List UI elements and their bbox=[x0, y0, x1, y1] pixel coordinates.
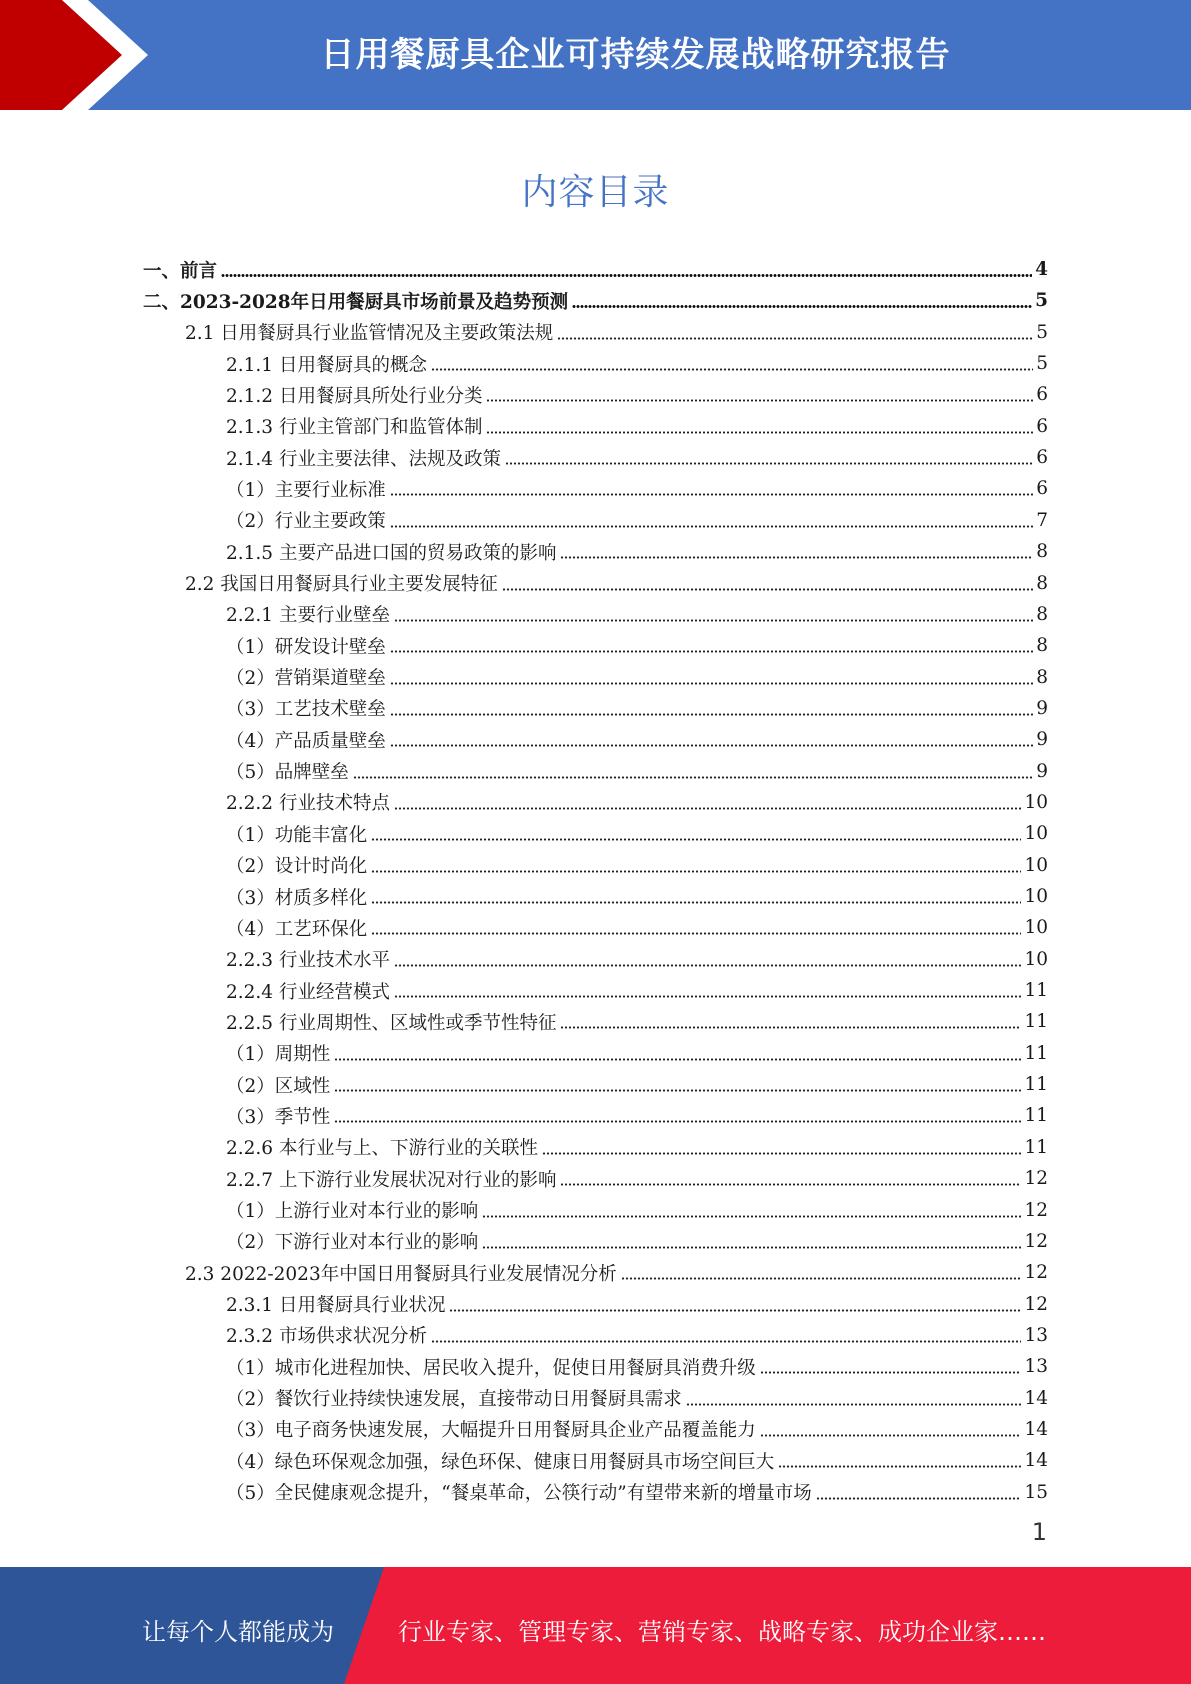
toc-dot-leader bbox=[560, 1183, 1021, 1186]
toc-entry-title: （3）工艺技术壁垒 bbox=[226, 699, 386, 721]
toc-dot-leader bbox=[557, 337, 1033, 340]
toc-entry[interactable] bbox=[0, 473, 1191, 504]
toc-entry-title: 2.3.2 市场供求状况分析 bbox=[226, 1326, 427, 1348]
toc-dot-leader bbox=[760, 1371, 1022, 1374]
toc-entry-title: 2.3 2022-2023年中国日用餐厨具行业发展情况分析 bbox=[185, 1263, 617, 1285]
toc-dot-leader bbox=[778, 1465, 1021, 1468]
toc-entry-title: （1）周期性 bbox=[226, 1044, 331, 1066]
toc-entry[interactable] bbox=[0, 1320, 1191, 1351]
toc-entry[interactable] bbox=[0, 850, 1191, 881]
toc-entry-title: （1）主要行业标准 bbox=[226, 479, 386, 501]
toc-entry-title: 2.2.4 行业经营模式 bbox=[226, 981, 390, 1003]
toc-dot-leader bbox=[390, 525, 1033, 528]
toc-entry[interactable] bbox=[0, 630, 1191, 661]
toc-dot-leader bbox=[760, 1434, 1022, 1437]
toc-entry-title: （4）工艺环保化 bbox=[226, 918, 368, 940]
toc-dot-leader bbox=[621, 1277, 1022, 1280]
toc-entry[interactable] bbox=[0, 1006, 1191, 1037]
footer-banner bbox=[0, 1567, 1191, 1684]
toc-entry-title: 2.1.5 主要产品进口国的贸易政策的影响 bbox=[226, 542, 557, 564]
toc-entry-page: 11 bbox=[1024, 1011, 1048, 1033]
toc-entry[interactable] bbox=[0, 912, 1191, 943]
toc-entry-page: 10 bbox=[1024, 854, 1048, 876]
toc-entry[interactable] bbox=[0, 505, 1191, 536]
toc-entry-page: 7 bbox=[1036, 509, 1048, 531]
toc-entry[interactable] bbox=[0, 693, 1191, 724]
toc-entry-title: （2）餐饮行业持续快速发展，直接带动日用餐厨具需求 bbox=[226, 1389, 682, 1411]
toc-entry-title: 2.1.1 日用餐厨具的概念 bbox=[226, 354, 427, 376]
toc-entry-page: 11 bbox=[1024, 1136, 1048, 1158]
toc-entry-page: 10 bbox=[1024, 791, 1048, 813]
toc-dot-leader bbox=[560, 1026, 1021, 1029]
toc-entry-page: 15 bbox=[1024, 1481, 1048, 1503]
toc-dot-leader bbox=[542, 1152, 1021, 1155]
toc-dot-leader bbox=[394, 619, 1033, 622]
toc-entry-page: 11 bbox=[1024, 1042, 1048, 1064]
toc-dot-leader bbox=[560, 556, 1033, 559]
toc-dot-leader bbox=[394, 964, 1021, 967]
toc-entry-title: （2）行业主要政策 bbox=[226, 511, 386, 533]
report-title: 日用餐厨具企业可持续发展战略研究报告 bbox=[320, 35, 951, 75]
toc-entry-page: 10 bbox=[1024, 948, 1048, 970]
toc-entry[interactable] bbox=[0, 724, 1191, 755]
header-banner bbox=[0, 0, 1191, 110]
toc-dot-leader bbox=[505, 462, 1033, 465]
toc-entry[interactable] bbox=[0, 568, 1191, 599]
toc-entry-title: 2.1.4 行业主要法律、法规及政策 bbox=[226, 448, 501, 470]
toc-dot-leader bbox=[431, 368, 1033, 371]
toc-dot-leader bbox=[221, 274, 1032, 277]
toc-dot-leader bbox=[371, 901, 1021, 904]
toc-dot-leader bbox=[449, 1309, 1021, 1312]
toc-entry-title: （3）电子商务快速发展，大幅提升日用餐厨具企业产品覆盖能力 bbox=[226, 1420, 756, 1442]
toc-entry-page: 6 bbox=[1036, 415, 1048, 437]
toc-entry[interactable] bbox=[0, 1257, 1191, 1288]
toc-entry-page: 12 bbox=[1024, 1168, 1048, 1190]
toc-entry[interactable] bbox=[0, 1289, 1191, 1320]
toc-dot-leader bbox=[353, 776, 1033, 779]
toc-entry-page: 6 bbox=[1036, 384, 1048, 406]
toc-dot-leader bbox=[486, 431, 1033, 434]
footer-slogan-left: 让每个人都能成为 bbox=[142, 1618, 334, 1646]
toc-dot-leader bbox=[334, 1058, 1021, 1061]
toc-entry-title: 二、2023-2028年日用餐厨具市场前景及趋势预测 bbox=[143, 291, 569, 313]
toc-entry[interactable] bbox=[0, 1383, 1191, 1414]
toc-entry-title: （1）研发设计壁垒 bbox=[226, 636, 386, 658]
toc-dot-leader bbox=[390, 493, 1033, 496]
toc-entry[interactable] bbox=[0, 317, 1191, 348]
toc-dot-leader bbox=[371, 870, 1021, 873]
toc-entry[interactable] bbox=[0, 254, 1191, 285]
toc-entry-page: 4 bbox=[1035, 259, 1048, 280]
toc-entry-title: （2）营销渠道壁垒 bbox=[226, 668, 386, 690]
toc-entry-page: 9 bbox=[1036, 697, 1048, 719]
toc-entry-page: 13 bbox=[1024, 1356, 1048, 1378]
toc-entry-page: 6 bbox=[1036, 478, 1048, 500]
toc-entry-title: （3）材质多样化 bbox=[226, 887, 368, 909]
toc-dot-leader bbox=[390, 744, 1033, 747]
toc-dot-leader bbox=[572, 305, 1032, 308]
toc-dot-leader bbox=[390, 713, 1033, 716]
toc-entry[interactable] bbox=[0, 818, 1191, 849]
toc-dot-leader bbox=[431, 1340, 1021, 1343]
toc-entry[interactable] bbox=[0, 348, 1191, 379]
toc-entry-page: 10 bbox=[1024, 886, 1048, 907]
toc-dot-leader bbox=[502, 588, 1033, 591]
toc-entry-page: 8 bbox=[1036, 603, 1048, 625]
toc-dot-leader bbox=[390, 682, 1033, 685]
toc-entry[interactable] bbox=[0, 1163, 1191, 1194]
toc-entry-title: 2.3.1 日用餐厨具行业状况 bbox=[226, 1295, 446, 1317]
toc-entry-page: 9 bbox=[1036, 729, 1048, 751]
toc-entry-page: 8 bbox=[1036, 666, 1048, 688]
page-number: 1 bbox=[1031, 1518, 1047, 1546]
toc-dot-leader bbox=[686, 1403, 1022, 1406]
toc-entry-page: 14 bbox=[1024, 1418, 1048, 1440]
toc-entry-title: （4）产品质量壁垒 bbox=[226, 730, 386, 752]
toc-dot-leader bbox=[816, 1497, 1022, 1500]
toc-dot-leader bbox=[482, 1215, 1021, 1218]
toc-entry-page: 5 bbox=[1035, 290, 1048, 312]
toc-entry-page: 14 bbox=[1024, 1387, 1048, 1409]
toc-dot-leader bbox=[394, 807, 1021, 810]
toc-entry-title: 2.1.3 行业主管部门和监管体制 bbox=[226, 417, 483, 439]
toc-entry-page: 11 bbox=[1024, 1105, 1048, 1127]
toc-entry-page: 13 bbox=[1024, 1324, 1048, 1346]
toc-entry[interactable] bbox=[0, 1100, 1191, 1131]
toc-entry-title: （2）区域性 bbox=[226, 1075, 331, 1097]
toc-entry[interactable] bbox=[0, 881, 1191, 912]
toc-dot-leader bbox=[334, 1120, 1021, 1123]
toc-entry[interactable] bbox=[0, 442, 1191, 473]
arrow-chevron-icon bbox=[0, 0, 160, 110]
toc-entry[interactable] bbox=[0, 1351, 1191, 1382]
toc-entry-page: 11 bbox=[1024, 980, 1048, 1002]
toc-entry-page: 10 bbox=[1024, 917, 1048, 939]
toc-entry-page: 12 bbox=[1024, 1230, 1048, 1252]
toc-entry[interactable] bbox=[0, 975, 1191, 1006]
toc-entry-title: 2.2 我国日用餐厨具行业主要发展特征 bbox=[185, 574, 498, 595]
toc-entry[interactable] bbox=[0, 1445, 1191, 1476]
toc-entry-title: （2）下游行业对本行业的影响 bbox=[226, 1232, 479, 1254]
toc-entry-title: 一、前言 bbox=[143, 260, 218, 282]
toc-entry[interactable] bbox=[0, 944, 1191, 975]
toc-entry-title: 2.2.5 行业周期性、区域性或季节性特征 bbox=[226, 1012, 557, 1034]
toc-entry-title: 2.1 日用餐厨具行业监管情况及主要政策法规 bbox=[185, 323, 554, 345]
toc-entry[interactable] bbox=[0, 1195, 1191, 1226]
toc-entry-title: 2.2.1 主要行业壁垒 bbox=[226, 605, 390, 627]
toc-entry[interactable] bbox=[0, 536, 1191, 567]
toc-entry-page: 9 bbox=[1036, 760, 1048, 782]
toc-entry-title: 2.2.6 本行业与上、下游行业的关联性 bbox=[226, 1138, 538, 1160]
toc-entry-title: 2.1.2 日用餐厨具所处行业分类 bbox=[226, 385, 483, 407]
toc-entry-page: 12 bbox=[1024, 1199, 1048, 1221]
toc-entry-page: 8 bbox=[1036, 541, 1048, 563]
toc-dot-leader bbox=[486, 399, 1033, 402]
toc-dot-leader bbox=[334, 1089, 1021, 1092]
toc-entry-title: 2.2.2 行业技术特点 bbox=[226, 793, 390, 815]
footer-slogan-right: 行业专家、管理专家、营销专家、战略专家、成功企业家…… bbox=[398, 1618, 1046, 1646]
toc-entry[interactable] bbox=[0, 1038, 1191, 1069]
toc-entry-title: （1）城市化进程加快、居民收入提升，促使日用餐厨具消费升级 bbox=[226, 1357, 756, 1379]
toc-entry-page: 8 bbox=[1036, 572, 1048, 594]
toc-entry-title: （4）绿色环保观念加强，绿色环保、健康日用餐厨具市场空间巨大 bbox=[226, 1451, 775, 1473]
toc-entry-page: 5 bbox=[1036, 321, 1048, 343]
toc-dot-leader bbox=[394, 995, 1021, 998]
toc-entry-title: （2）设计时尚化 bbox=[226, 856, 368, 878]
toc-entry-page: 11 bbox=[1024, 1074, 1048, 1096]
toc-heading: 内容目录 bbox=[521, 172, 670, 213]
toc-entry-page: 10 bbox=[1024, 823, 1048, 845]
toc-entry[interactable] bbox=[0, 1477, 1191, 1508]
toc-entry[interactable] bbox=[0, 1069, 1191, 1100]
toc-entry[interactable] bbox=[0, 1226, 1191, 1257]
toc-entry-page: 12 bbox=[1024, 1293, 1048, 1315]
toc-entry-page: 6 bbox=[1036, 447, 1048, 469]
toc-dot-leader bbox=[371, 932, 1021, 935]
toc-entry-title: （5）品牌壁垒 bbox=[226, 762, 349, 784]
toc-entry-title: （3）季节性 bbox=[226, 1106, 331, 1128]
toc-entry-title: （5）全民健康观念提升，“餐桌革命，公筷行动”有望带来新的增量市场 bbox=[226, 1483, 812, 1505]
toc-entry[interactable] bbox=[0, 662, 1191, 693]
toc-entry-page: 14 bbox=[1024, 1450, 1048, 1472]
toc-entry[interactable] bbox=[0, 1414, 1191, 1445]
toc-entry-page: 12 bbox=[1024, 1262, 1048, 1284]
toc-entry-page: 8 bbox=[1036, 635, 1048, 657]
toc-entry[interactable] bbox=[0, 411, 1191, 442]
toc-entry-title: （1）上游行业对本行业的影响 bbox=[226, 1201, 479, 1222]
toc-dot-leader bbox=[482, 1246, 1021, 1249]
toc-entry[interactable] bbox=[0, 379, 1191, 410]
toc-entry-page: 5 bbox=[1036, 353, 1048, 375]
toc-entry[interactable] bbox=[0, 599, 1191, 630]
toc-entry[interactable] bbox=[0, 1132, 1191, 1163]
toc-entry-title: （1）功能丰富化 bbox=[226, 824, 368, 846]
toc-entry[interactable] bbox=[0, 756, 1191, 787]
toc-dot-leader bbox=[390, 650, 1033, 653]
toc-entry-title: 2.2.7 上下游行业发展状况对行业的影响 bbox=[226, 1169, 557, 1191]
toc-dot-leader bbox=[371, 838, 1021, 841]
toc-entry[interactable] bbox=[0, 285, 1191, 316]
toc-entry[interactable] bbox=[0, 787, 1191, 818]
toc-entry-title: 2.2.3 行业技术水平 bbox=[226, 950, 390, 972]
